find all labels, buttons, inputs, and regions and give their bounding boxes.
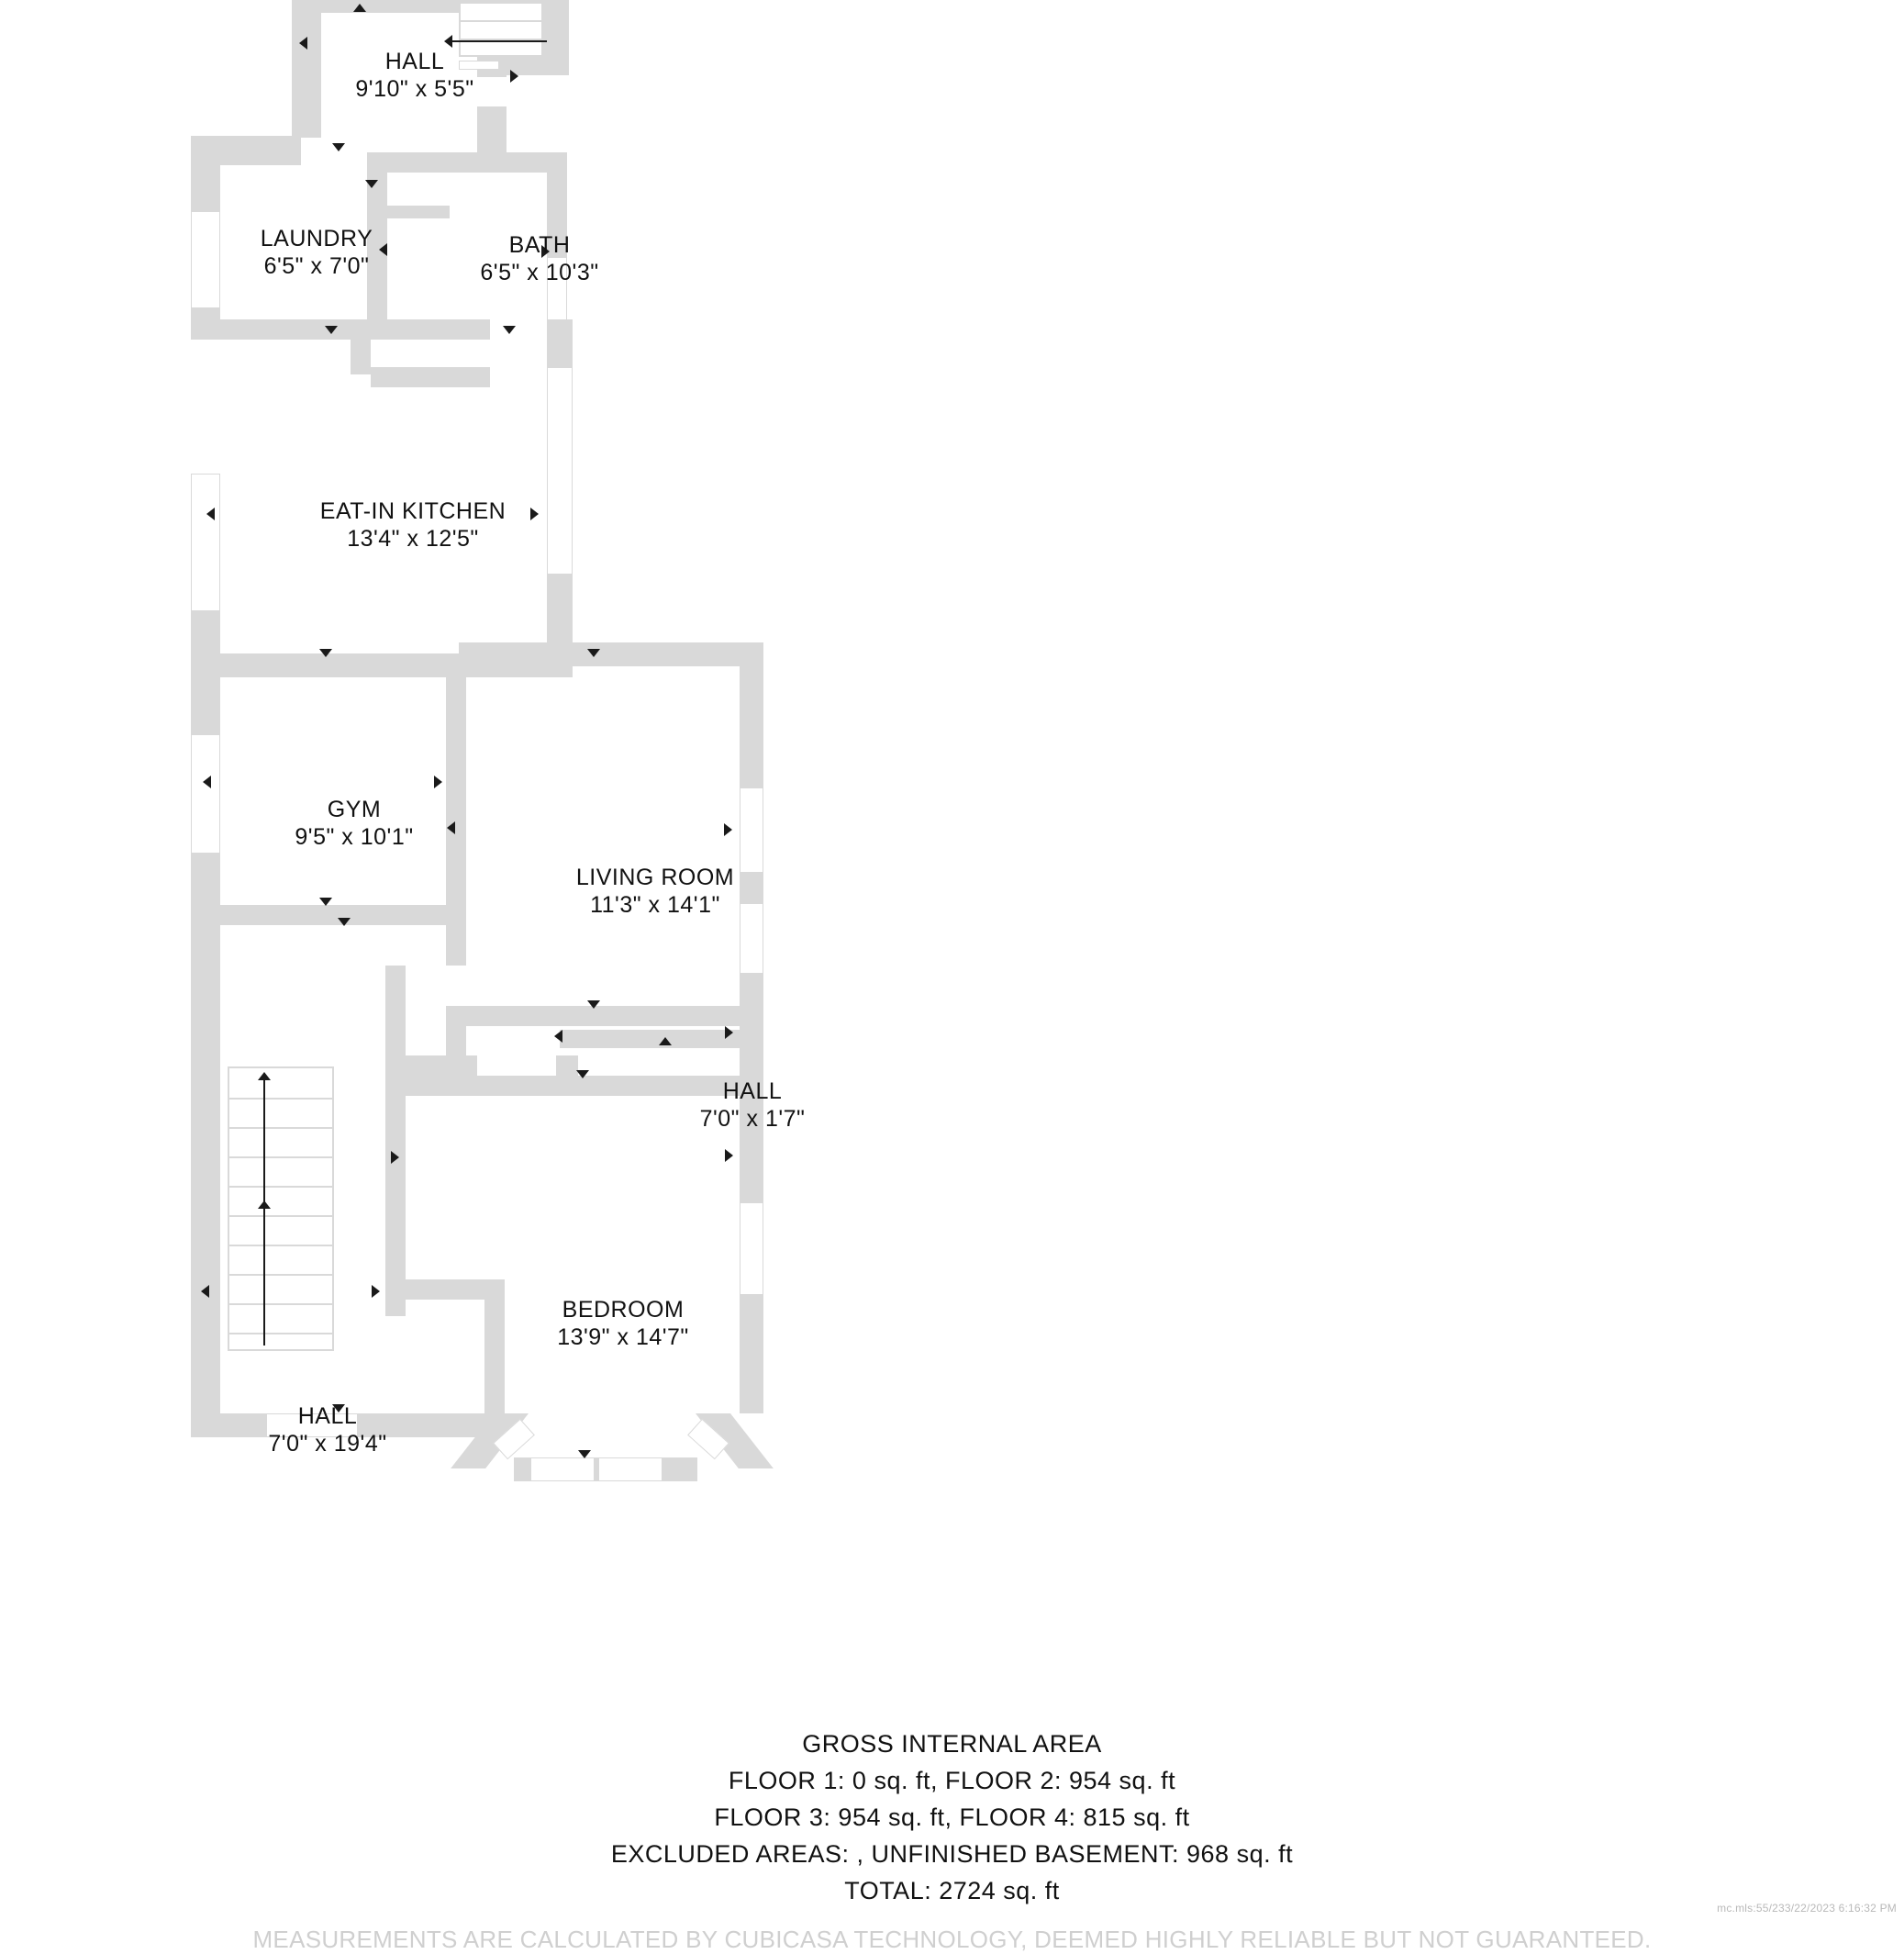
door-swing-icon (201, 1285, 209, 1298)
stair-arrow-head (444, 35, 452, 48)
door-swing-icon (299, 37, 307, 50)
room-label-hall-lower: HALL 7'0" x 19'4" (268, 1403, 387, 1457)
door-swing-icon (503, 326, 516, 334)
wall-segment (191, 136, 301, 165)
stair-arrow-head (258, 1200, 271, 1209)
wall-segment (207, 905, 336, 925)
wall-segment (740, 642, 763, 789)
wall-segment (191, 896, 220, 1428)
watermark-text: mc.mls:55/233/22/2023 6:16:32 PM (1717, 1902, 1897, 1915)
wall-segment (385, 1096, 406, 1298)
staircase-lower (228, 1066, 334, 1351)
wall-segment (207, 653, 464, 674)
door-swing-icon (510, 70, 518, 83)
room-label-gym: GYM 9'5" x 10'1" (295, 797, 414, 850)
room-label-bedroom: BEDROOM 13'9" x 14'7" (557, 1297, 689, 1350)
area-summary-line-3: EXCLUDED AREAS: , UNFINISHED BASEMENT: 968 sq. ft (610, 1840, 1294, 1868)
door-swing-icon (325, 326, 338, 334)
door-swing-icon (434, 776, 442, 788)
door-swing-icon (587, 649, 600, 657)
window (191, 474, 220, 611)
door-swing-icon (379, 243, 387, 256)
wall-segment (385, 1279, 406, 1316)
door-swing-icon (578, 1450, 591, 1458)
door-swing-icon (530, 508, 539, 520)
area-summary (0, 1725, 1904, 1909)
door-swing-icon (587, 1000, 600, 1009)
room-label-eat-in-kitchen: EAT-IN KITCHEN 13'4" x 12'5" (319, 498, 507, 552)
stair-direction-arrow (263, 1208, 265, 1345)
door-swing-icon (724, 823, 732, 836)
window (530, 1457, 595, 1481)
door-swing-icon (206, 508, 215, 520)
wall-segment (367, 152, 567, 173)
area-summary-line-2: FLOOR 3: 954 sq. ft, FLOOR 4: 815 sq. ft (714, 1803, 1190, 1831)
wall-segment (560, 1030, 740, 1048)
door-swing-icon (319, 898, 332, 906)
wall-segment (292, 0, 321, 138)
door-swing-icon (365, 180, 378, 188)
wall-segment (446, 1006, 556, 1026)
room-label-hall-middle: HALL 7'0" x 1'7" (699, 1078, 806, 1132)
wall-segment (740, 1294, 763, 1413)
room-label-living-room: LIVING ROOM 11'3" x 14'1" (575, 865, 735, 918)
window (740, 1202, 763, 1303)
area-summary-line-1: FLOOR 1: 0 sq. ft, FLOOR 2: 954 sq. ft (728, 1767, 1176, 1794)
door-swing-icon (338, 918, 351, 926)
door-swing-icon (332, 143, 345, 151)
wall-segment (351, 319, 371, 374)
area-summary-total: TOTAL: 2724 sq. ft (844, 1877, 1060, 1904)
wall-segment (385, 966, 406, 1076)
door-swing-icon (353, 4, 366, 12)
window (191, 734, 220, 854)
door-swing-icon (391, 1151, 399, 1164)
window (547, 367, 573, 575)
stair-direction-arrow (263, 1079, 265, 1208)
area-summary-heading: GROSS INTERNAL AREA (802, 1730, 1102, 1758)
disclaimer-text: MEASUREMENTS ARE CALCULATED BY CUBICASA TECHNOLOGY, DEEMED HIGHLY RELIABLE BUT NOT GUARANTEED. (252, 1926, 1652, 1953)
door-swing-icon (203, 776, 211, 788)
door-swing-icon (659, 1037, 672, 1045)
window (740, 903, 763, 982)
stair-arrow-head (258, 1072, 271, 1080)
wall-segment (371, 319, 490, 340)
wall-segment (371, 367, 490, 387)
door-swing-icon (576, 1070, 589, 1078)
room-label-hall-upper: HALL 9'10" x 5'5" (355, 49, 474, 102)
door-swing-icon (319, 649, 332, 657)
window (740, 787, 763, 879)
room-label-laundry: LAUNDRY 6'5" x 7'0" (260, 226, 373, 279)
wall-segment (547, 319, 573, 374)
wall-segment (459, 642, 762, 666)
door-swing-icon (554, 1030, 562, 1043)
door-swing-icon (725, 1149, 733, 1162)
window (598, 1457, 663, 1481)
wall-segment (385, 1076, 569, 1096)
door-swing-icon (725, 1026, 733, 1039)
stair-direction-arrow (451, 40, 547, 42)
wall-segment (556, 1006, 740, 1026)
room-label-bath: BATH 6'5" x 10'3" (480, 232, 599, 285)
wall-segment (367, 206, 450, 218)
door-swing-icon (447, 821, 455, 834)
window (191, 211, 220, 308)
wall-segment (547, 569, 573, 624)
door-swing-icon (372, 1285, 380, 1298)
